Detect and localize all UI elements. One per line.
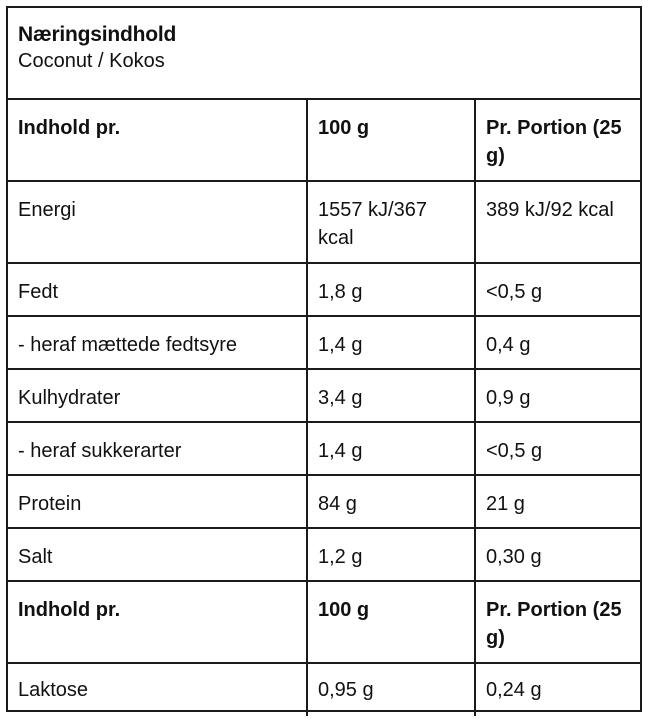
table-cell-fedt-per100: 1,8 g xyxy=(308,264,476,317)
table-row-label-laktose: Laktose xyxy=(8,664,308,716)
nutrition-table xyxy=(8,100,640,716)
table-cell-sukkerarter-per-portion: <0,5 g xyxy=(476,423,640,476)
table-row-label-protein: Protein xyxy=(8,476,308,529)
panel-title: Næringsindhold xyxy=(18,23,177,46)
table-cell-maettede-fedtsyre-per100: 1,4 g xyxy=(308,317,476,370)
table-cell-kulhydrater-per-portion: 0,9 g xyxy=(476,370,640,423)
table-row-label-energi: Energi xyxy=(8,182,308,264)
product-name: Coconut / Kokos xyxy=(18,50,165,72)
table-cell-maettede-fedtsyre-per-portion: 0,4 g xyxy=(476,317,640,370)
table-cell-salt-per100: 1,2 g xyxy=(308,529,476,582)
table-cell-protein-per100: 84 g xyxy=(308,476,476,529)
table-subheader-cell-per-portion: Pr. Portion (25 g) xyxy=(476,582,640,664)
table-cell-kulhydrater-per100: 3,4 g xyxy=(308,370,476,423)
table-row-label-kulhydrater: Kulhydrater xyxy=(8,370,308,423)
table-header-cell-per100: 100 g xyxy=(308,100,476,182)
nutrition-panel xyxy=(6,6,642,712)
table-header-cell-per-portion: Pr. Portion (25 g) xyxy=(476,100,640,182)
table-cell-laktose-per-portion: 0,24 g xyxy=(486,679,542,701)
table-cell-fedt-per-portion: <0,5 g xyxy=(476,264,640,317)
table-cell-sukkerarter-per100: 1,4 g xyxy=(308,423,476,476)
table-row-label-sukkerarter: - heraf sukkerarter xyxy=(8,423,308,476)
table-cell-energi-per-portion: 389 kJ/92 kcal xyxy=(476,182,640,264)
table-subheader-cell-label: Indhold pr. xyxy=(8,582,308,664)
table-row-label-fedt: Fedt xyxy=(8,264,308,317)
table-subheader-cell-per100: 100 g xyxy=(308,582,476,664)
table-cell-protein-per-portion: 21 g xyxy=(476,476,640,529)
table-cell-energi-per100: 1557 kJ/367 kcal xyxy=(308,182,476,264)
table-row-label-maettede-fedtsyre: - heraf mættede fedtsyre xyxy=(8,317,308,370)
nutrition-header xyxy=(8,8,640,100)
table-cell-laktose-per100: 0,95 g xyxy=(308,664,476,716)
table-row-label-salt: Salt xyxy=(8,529,308,582)
table-header-cell-label: Indhold pr. xyxy=(8,100,308,182)
table-cell-salt-per-portion: 0,30 g xyxy=(476,529,640,582)
